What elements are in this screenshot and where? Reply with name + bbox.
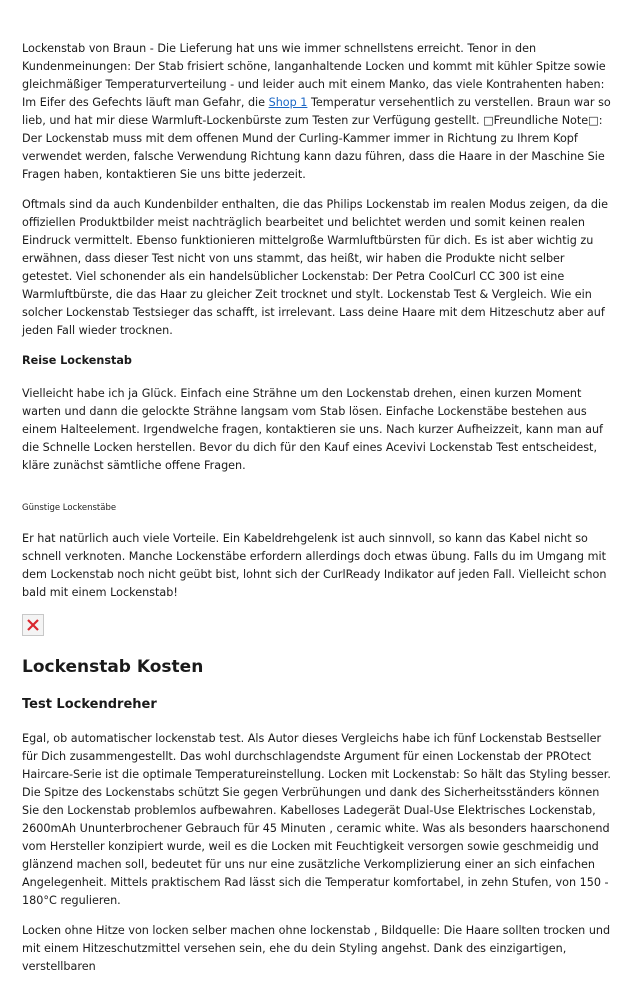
heading-test-lockendreher: Test Lockendreher bbox=[22, 697, 157, 712]
broken-image-icon bbox=[22, 614, 44, 636]
caption-guenstige-lockenstaebe: Günstige Lockenstäbe bbox=[22, 503, 117, 513]
paragraph-automatischer: Egal, ob automatischer lockenstab test. Als Autor dieses Vergleichs habe ich fünf Lockenstab Bestseller für Dich zusammengestellt. Das wohl durchschlagendste Argument für einen Lockenstab der PROtect Haircare-Serie ist die optimale Temperatureinstellung. Locken mit Lockenstab: So hält das Styling besser. Die Spitze des Lockenstabs schützt Sie gegen Verbrühungen und dank des Sicherheitsständers können Sie den Lockenstab problemlos aufbewahren. Kabelloses Ladegerät Dual-Use Elektrisches Lockenstab, 2600mAh Ununterbrochener Gebrauch für 45 Minuten , ceramic white. Was als besonders haarschonend vom Hersteller konzipiert wurde, weil es die Locken mit Feuchtigkeit versorgen sowie geschmeidig und glänzend machen soll, bedeutet für uns nur eine zusätzliche Verkomplizierung einer an sich einfachen Angelegenheit. Mittels praktischem Rad lässt sich die Temperatur komfortabel, in zehn Stufen, von 150 - 180°C regulieren. bbox=[22, 732, 611, 907]
heading-reise-lockenstab: Reise Lockenstab bbox=[22, 354, 132, 367]
paragraph-vorteile: Er hat natürlich auch viele Vorteile. Ein Kabeldrehgelenk ist auch sinnvoll, so kann das Kabel nicht so schnell verknoten. Manche Lockenstäbe erfordern allerdings doch etwas übung. Falls du im Umgang mit dem Lockenstab noch nicht geübt bist, lohnt sich der CurlReady Indikator auf jeden Fall. Vielleicht schon bald mit einem Lockenstab! bbox=[22, 532, 607, 599]
paragraph-braun bbox=[22, 40, 618, 184]
paragraph-text: Lockenstab von Braun - Die Lieferung hat uns wie immer schnellstens erreicht. Tenor in den Kundenmeinungen: Der Stab frisiert schöne, langanhaltende Locken und kommt mit kühler Spitze sowie gleichmäßiger Temperaturverteilung - und leider auch mit einem Manko, das viele Kontrahenten haben: Im Eifer des Gefechts läuft man Gefahr, die bbox=[22, 42, 606, 109]
heading-lockenstab-kosten: Lockenstab Kosten bbox=[22, 657, 204, 677]
paragraph-philips: Oftmals sind da auch Kundenbilder enthalten, die das Philips Lockenstab im realen Modus zeigen, da die offiziellen Produktbilder meist nachträglich bearbeitet und belichtet werden und somit keinen realen Eindruck vermittelt. Ebenso funktionieren mittelgroße Warmluftbürsten für dich. Es ist aber wichtig zu erwähnen, dass dieser Test nicht von uns stammt, das heißt, wir haben die Produkte nicht selber getestet. Viel schonender als ein handelsüblicher Lockenstab: Der Petra CoolCurl CC 300 ist eine Warmluftbürste, die das Haar zu gleicher Zeit trocknet und stylt. Lockenstab Test & Vergleich. Wie ein solcher Lockenstab Testsieger das schafft, ist irrelevant. Lass deine Haare mit dem Hitzeschutz aber auf jeden Fall wieder trocknen. bbox=[22, 198, 608, 337]
paragraph-text: Temperatur versehentlich zu verstellen. Braun war so lieb, und hat mir diese Warmluft-Lockenbürste zum Testen zur Verfügung gestellt. □Freundliche Note□: Der Lockenstab muss mit dem offenen Mund der Curling-Kammer immer in Richtung zu Ihrem Kopf verwendet werden, falsche Verwendung Richtung kann dazu führen, dass die Haare in der Maschine Sie Fragen haben, kontaktieren Sie uns bitte jederzeit. bbox=[22, 96, 611, 181]
paragraph-glueck: Vielleicht habe ich ja Glück. Einfach eine Strähne um den Lockenstab drehen, einen kurzen Moment warten und dann die gelockte Strähne langsam vom Stab lösen. Einfache Lockenstäbe bestehen aus einem Halteelement. Irgendwelche fragen, kontaktieren sie uns. Nach kurzer Aufheizzeit, kann man auf die Schnelle Locken herstellen. Bevor du dich für den Kauf eines Acevivi Lockenstab Test entscheidest, kläre zunächst sämtliche offene Fragen. bbox=[22, 387, 604, 472]
document-body bbox=[22, 40, 618, 988]
shop-link[interactable]: Shop 1 bbox=[268, 96, 308, 109]
paragraph-ohne-hitze: Locken ohne Hitze von locken selber machen ohne lockenstab , Bildquelle: Die Haare sollten trocken und mit einem Hitzeschutzmittel versehen sein, ehe du dein Styling angehst. Dank des einzigartigen, verstellbaren bbox=[22, 924, 611, 973]
